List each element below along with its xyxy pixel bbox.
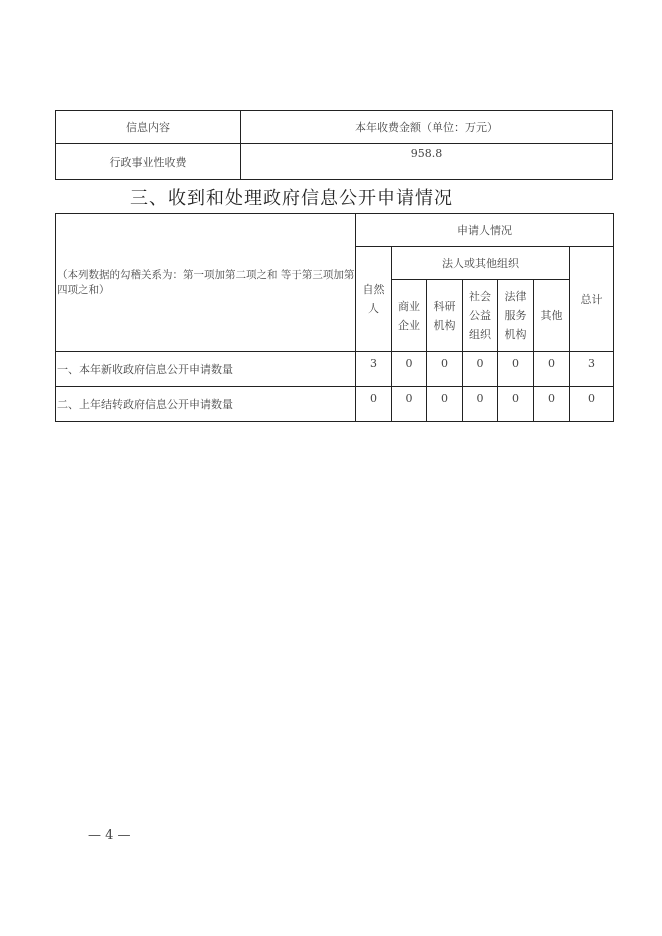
fee-row-label: 行政事业性收费 <box>56 144 241 180</box>
cell: 0 <box>498 352 534 387</box>
cell: 0 <box>463 387 498 422</box>
col-business: 商业企业 <box>392 280 427 352</box>
cell: 0 <box>427 352 463 387</box>
col-legal-service: 法律服务机构 <box>498 280 534 352</box>
total-header: 总计 <box>570 247 614 352</box>
table-row <box>56 352 614 387</box>
page-number: — 4 — <box>88 828 131 843</box>
cell: 0 <box>356 387 392 422</box>
cell: 0 <box>427 387 463 422</box>
col-research: 科研机构 <box>427 280 463 352</box>
cell: 0 <box>463 352 498 387</box>
relation-note: （本列数据的勾稽关系为：第一项加第二项之和 等于第三项加第四项之和） <box>56 214 356 352</box>
row-label: 一、本年新收政府信息公开申请数量 <box>56 352 356 387</box>
cell: 0 <box>534 387 570 422</box>
cell: 0 <box>570 387 614 422</box>
table-row <box>56 387 614 422</box>
legal-group-header: 法人或其他组织 <box>392 247 570 280</box>
cell: 0 <box>534 352 570 387</box>
fee-header-amount: 本年收费金额（单位：万元） <box>241 111 613 144</box>
cell: 3 <box>356 352 392 387</box>
section-title: 三、收到和处理政府信息公开申请情况 <box>130 188 453 209</box>
fee-row <box>56 144 613 180</box>
row-label: 二、上年结转政府信息公开申请数量 <box>56 387 356 422</box>
cell: 0 <box>498 387 534 422</box>
cell: 0 <box>392 352 427 387</box>
request-table <box>55 213 614 422</box>
col-other: 其他 <box>534 280 570 352</box>
fee-header-content: 信息内容 <box>56 111 241 144</box>
applicant-header: 申请人情况 <box>356 214 614 247</box>
natural-person-header: 自然人 <box>356 247 392 352</box>
fee-table <box>55 110 613 180</box>
cell: 0 <box>392 387 427 422</box>
fee-row-value: 958.8 <box>241 144 613 180</box>
cell: 3 <box>570 352 614 387</box>
col-public-welfare: 社会公益组织 <box>463 280 498 352</box>
